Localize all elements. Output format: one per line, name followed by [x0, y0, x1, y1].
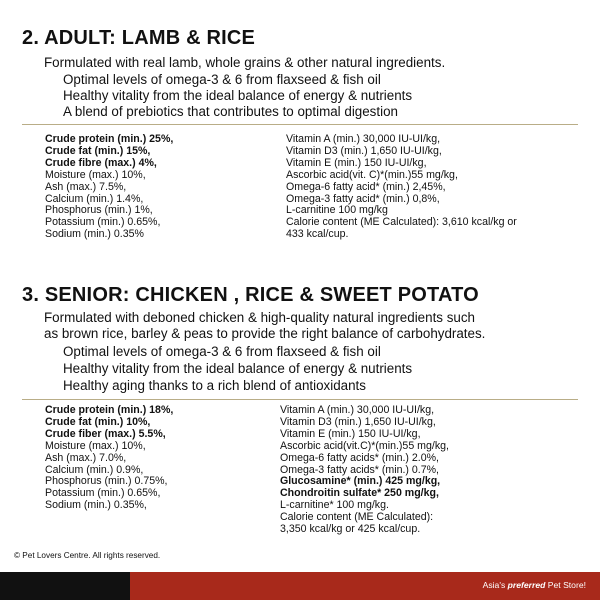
analysis-line: Omega-6 fatty acid* (min.) 2,45%,: [286, 180, 446, 193]
section-3-description: Formulated with deboned chicken & high-quality natural ingredients such: [44, 310, 475, 325]
analysis-line: Moisture (max.) 10%,: [45, 168, 146, 181]
section-2-divider: [22, 124, 578, 125]
analysis-line: 3,350 kcal/kg or 425 kcal/cup.: [280, 523, 421, 536]
section-2-description: Formulated with real lamb, whole grains & other natural ingredients.: [44, 55, 446, 70]
analysis-line: L-carnitine* 100 mg/kg.: [280, 499, 389, 512]
analysis-line: Ash (max.) 7.5%,: [45, 180, 127, 193]
tagline-end: Pet Store!: [545, 580, 586, 590]
analysis-line: Vitamin A (min.) 30,000 IU-UI/kg,: [286, 133, 441, 145]
analysis-line: Moisture (max.) 10%,: [45, 439, 146, 452]
analysis-line: Crude fibre (max.) 4%,: [45, 156, 157, 169]
section-3-benefit: Optimal levels of omega-3 & 6 from flaxseed & fish oil: [63, 344, 381, 359]
analysis-line: Calcium (min.) 0.9%,: [45, 463, 144, 476]
analysis-line: Crude fat (min.) 10%,: [45, 415, 151, 428]
analysis-line: Crude protein (min.) 18%,: [45, 404, 174, 416]
analysis-line: Crude protein (min.) 25%,: [45, 133, 174, 145]
analysis-line: Phosphorus (min.) 0.75%,: [45, 475, 168, 488]
analysis-line: Vitamin D3 (min.) 1,650 IU-UI/kg,: [280, 415, 436, 428]
section-2-benefit: A blend of prebiotics that contributes to optimal digestion: [63, 104, 398, 119]
analysis-line: Crude fiber (max.) 5.5%,: [45, 427, 166, 440]
analysis-line: Sodium (min.) 0.35%,: [45, 499, 147, 512]
analysis-line: Sodium (min.) 0.35%: [45, 228, 144, 241]
footer-black-block: [0, 572, 130, 600]
section-2-benefit: Healthy vitality from the ideal balance of energy & nutrients: [63, 88, 413, 103]
analysis-line: Calorie content (ME Calculated):: [280, 511, 434, 524]
analysis-line: Omega-3 fatty acid* (min.) 0,8%,: [286, 192, 440, 205]
analysis-line: Glucosamine* (min.) 425 mg/kg,: [280, 475, 441, 488]
section-3-benefit: Healthy aging thanks to a rich blend of antioxidants: [63, 378, 366, 393]
analysis-line: Chondroitin sulfate* 250 mg/kg,: [280, 487, 439, 500]
section-2-title: 2. ADULT: LAMB & RICE: [22, 27, 256, 49]
footer-red-block: [130, 572, 600, 600]
tagline-emphasis: preferred: [507, 580, 546, 590]
section-3-title: 3. SENIOR: CHICKEN , RICE & SWEET POTATO: [22, 284, 479, 306]
section-3-description: as brown rice, barley & peas to provide the right balance of carbohydrates.: [44, 326, 486, 341]
analysis-line: Vitamin A (min.) 30,000 IU-UI/kg,: [280, 404, 435, 416]
analysis-line: Vitamin E (min.) 150 IU-UI/kg,: [280, 427, 421, 440]
analysis-line: Calorie content (ME Calculated): 3,610 kcal/kg or: [286, 216, 517, 229]
section-2-analysis-right: [286, 134, 517, 241]
analysis-line: Phosphorus (min.) 1%,: [45, 204, 153, 217]
tagline-start: Asia's: [482, 580, 508, 590]
footer-tagline: [483, 580, 586, 590]
section-3-benefit: Healthy vitality from the ideal balance of energy & nutrients: [63, 361, 413, 376]
section-2-analysis-left: [45, 134, 173, 241]
analysis-line: Potassium (min.) 0.65%,: [45, 216, 161, 229]
section-3-analysis-right: [280, 405, 449, 536]
footer-bar: [0, 572, 600, 600]
copyright-notice: © Pet Lovers Centre. All rights reserved.: [14, 551, 161, 560]
analysis-line: Ascorbic acid(vit. C)*(min.)55 mg/kg,: [286, 168, 458, 181]
analysis-line: L-carnitine 100 mg/kg: [286, 204, 388, 217]
analysis-line: Calcium (min.) 1.4%,: [45, 192, 144, 205]
analysis-line: Omega-3 fatty acids* (min.) 0.7%,: [280, 463, 439, 476]
section-3-analysis-left: [45, 405, 173, 512]
analysis-line: Vitamin E (min.) 150 IU-UI/kg,: [286, 156, 427, 169]
analysis-line: Omega-6 fatty acids* (min.) 2.0%,: [280, 451, 439, 464]
section-3-divider: [22, 399, 578, 400]
analysis-line: Crude fat (min.) 15%,: [45, 144, 151, 157]
analysis-line: 433 kcal/cup.: [286, 228, 349, 241]
analysis-line: Vitamin D3 (min.) 1,650 IU-UI/kg,: [286, 144, 442, 157]
analysis-line: Ascorbic acid(vit.C)*(min.)55 mg/kg,: [280, 439, 449, 452]
analysis-line: Potassium (min.) 0.65%,: [45, 487, 161, 500]
section-2-benefit: Optimal levels of omega-3 & 6 from flaxseed & fish oil: [63, 72, 381, 87]
analysis-line: Ash (max.) 7.0%,: [45, 451, 127, 464]
